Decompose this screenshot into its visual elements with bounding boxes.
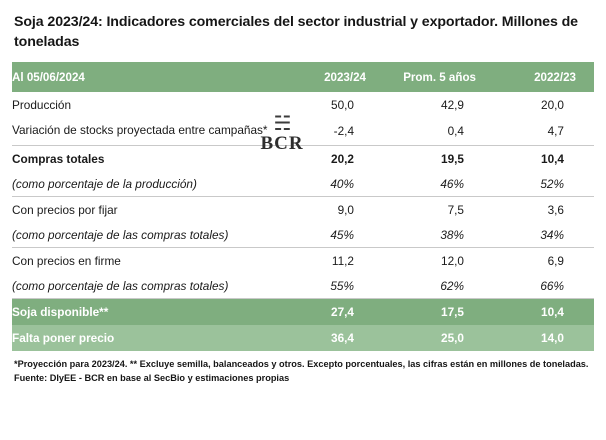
row-value: 50,0 (274, 92, 384, 117)
row-label: (como porcentaje de la producción) (12, 171, 274, 197)
row-label: Soja disponible** (12, 299, 274, 326)
row-value: 20,0 (494, 92, 594, 117)
table-row (12, 171, 594, 197)
row-value: 12,0 (384, 248, 494, 274)
row-label: Con precios por fijar (12, 197, 274, 223)
header-col-2023-24: 2023/24 (274, 62, 384, 92)
page-title: Soja 2023/24: Indicadores comerciales del sector industrial y exportador. Millones de toneladas (14, 14, 578, 51)
header-col-2022-23: 2022/23 (494, 62, 594, 92)
row-label: (como porcentaje de las compras totales) (12, 273, 274, 299)
row-value: 55% (274, 273, 384, 299)
row-value: 10,4 (494, 299, 594, 326)
table-row (12, 273, 594, 299)
table-row (12, 222, 594, 248)
row-label: Producción (12, 92, 274, 117)
row-value: -2,4 (274, 117, 384, 146)
row-value: 52% (494, 171, 594, 197)
row-value: 7,5 (384, 197, 494, 223)
indicators-table (12, 62, 594, 351)
table-row (12, 146, 594, 172)
row-value: 40% (274, 171, 384, 197)
row-value: 17,5 (384, 299, 494, 326)
row-label: Con precios en firme (12, 248, 274, 274)
row-value: 0,4 (384, 117, 494, 146)
row-value: 3,6 (494, 197, 594, 223)
header-date: Al 05/06/2024 (12, 62, 274, 92)
row-value: 46% (384, 171, 494, 197)
table-header-row (12, 62, 594, 92)
bcr-emblem-icon: ☵ (273, 111, 291, 135)
row-value: 38% (384, 222, 494, 248)
table-row (12, 197, 594, 223)
row-value: 62% (384, 273, 494, 299)
table-row-highlight (12, 325, 594, 351)
row-label: (como porcentaje de las compras totales) (12, 222, 274, 248)
table-row (12, 92, 594, 117)
footnote-text: *Proyección para 2023/24. ** Excluye semilla, balanceados y otros. Excepto porcentuales, las cifras están en millones de toneladas. (14, 359, 589, 370)
row-value: 27,4 (274, 299, 384, 326)
row-value: 25,0 (384, 325, 494, 351)
row-value: 14,0 (494, 325, 594, 351)
row-value: 42,9 (384, 92, 494, 117)
row-value: 20,2 (274, 146, 384, 172)
row-value: 34% (494, 222, 594, 248)
row-label: Variación de stocks proyectada entre campañas* (12, 117, 274, 146)
row-value: 6,9 (494, 248, 594, 274)
row-value: 11,2 (274, 248, 384, 274)
bcr-logo-text: BCR (260, 133, 304, 154)
row-value: 45% (274, 222, 384, 248)
row-label: Falta poner precio (12, 325, 274, 351)
table-row (12, 117, 594, 146)
row-value: 9,0 (274, 197, 384, 223)
row-value: 10,4 (494, 146, 594, 172)
source-text: Fuente: DIyEE - BCR en base al SecBio y estimaciones propias (14, 373, 290, 384)
row-value: 36,4 (274, 325, 384, 351)
table-row-highlight (12, 299, 594, 326)
row-label: Compras totales (12, 146, 274, 172)
row-value: 4,7 (494, 117, 594, 146)
row-value: 66% (494, 273, 594, 299)
footnotes (12, 358, 594, 385)
table-row (12, 248, 594, 274)
header-col-prom-5: Prom. 5 años (384, 62, 494, 92)
row-value: 19,5 (384, 146, 494, 172)
